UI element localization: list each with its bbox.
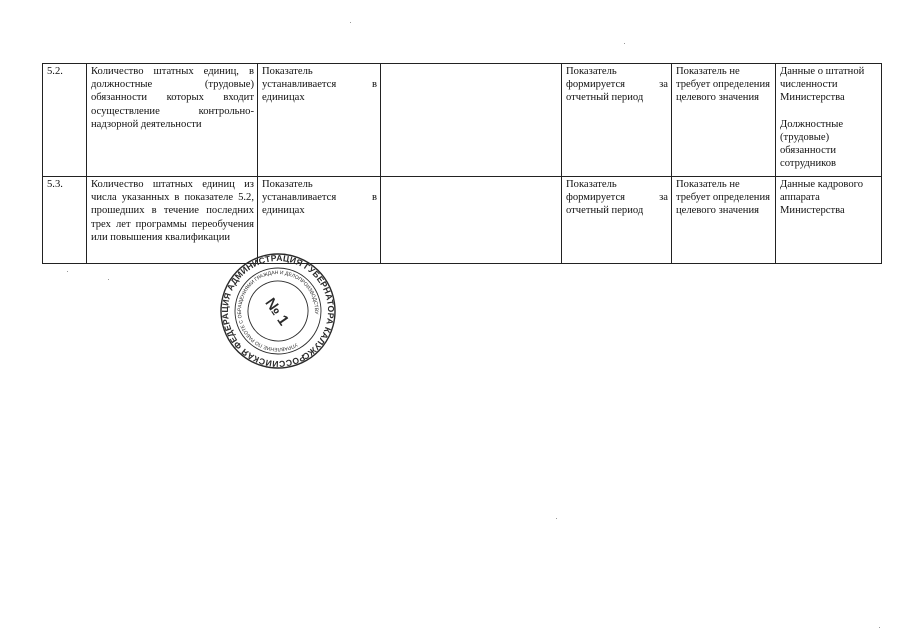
source-text: Данные кадрового аппарата Министерства	[780, 179, 864, 217]
stamp-outer-text: РОССИЙСКАЯ ФЕДЕРАЦИЯ АДМИНИСТРАЦИЯ ГУБЕРНАТОРА КАЛУЖСКОЙ	[219, 252, 337, 370]
table-row	[43, 64, 882, 177]
source-text: Данные о штатной численности Министерства	[780, 66, 865, 104]
indicators-table	[42, 63, 882, 264]
stamp-inner-text: УПРАВЛЕНИЕ ПО РАБОТЕ С ОБРАЩЕНИЯМИ ГРАЖДАН И ДЕЛОПРОИЗВОДСТВУ	[236, 269, 320, 353]
period-cell: Показатель формируется за отчетный период	[562, 177, 672, 264]
unit-cell: Показатель устанавливается в единицах	[258, 177, 381, 264]
source-cell	[776, 64, 882, 177]
official-stamp	[218, 251, 338, 371]
base-value-cell	[381, 177, 562, 264]
source-cell	[776, 177, 882, 264]
period-cell: Показатель формируется за отчетный период	[562, 64, 672, 177]
source-text: Должностные (трудовые) обязанности сотрудников	[780, 118, 844, 170]
indicator-name: Количество штатных единиц, в должностные (трудовые) обязанности которых входит осуществление контрольно-надзорной деятельности	[87, 64, 258, 177]
target-cell: Показатель не требует определения целевого значения	[672, 64, 776, 177]
table-row	[43, 177, 882, 264]
target-cell: Показатель не требует определения целевого значения	[672, 177, 776, 264]
row-number: 5.3.	[43, 177, 87, 264]
indicator-name: Количество штатных единиц из числа указанных в показателе 5.2, прошедших в течение последних трех лет программы переобучения или повышения квалификации	[87, 177, 258, 264]
base-value-cell	[381, 64, 562, 177]
unit-cell: Показатель устанавливается в единицах	[258, 64, 381, 177]
stamp-number: № 1	[261, 295, 293, 329]
row-number: 5.2.	[43, 64, 87, 177]
